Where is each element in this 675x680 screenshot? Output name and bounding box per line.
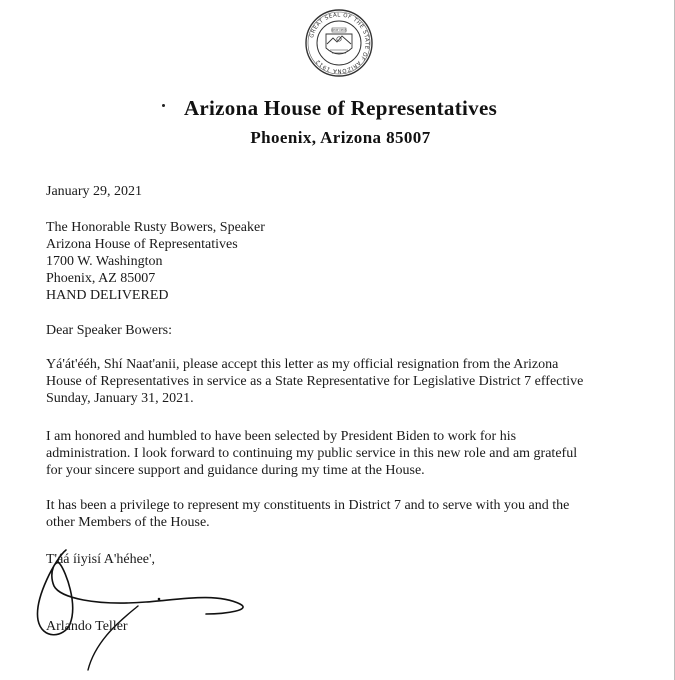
letterhead-subtitle: Phoenix, Arizona 85007 (250, 128, 431, 147)
paragraph-line: other Members of the House. (46, 515, 210, 530)
paragraph-line: I am honored and humbled to have been selected by President Biden to work for his (46, 429, 517, 444)
salutation: Dear Speaker Bowers: (46, 323, 172, 338)
paragraph-appointment (46, 428, 646, 479)
recipient-address (46, 219, 646, 304)
recipient-line: 1700 W. Washington (46, 254, 163, 269)
paragraph-resignation (46, 356, 646, 407)
letter-date: January 29, 2021 (46, 184, 143, 199)
svg-text:GREAT SEAL OF THE STATE OF ARI (309, 12, 370, 73)
paragraph-line: House of Representatives in service as a State Representative for Legislative District 7 effective (46, 374, 584, 389)
paragraph-line: administration. I look forward to continuing my public service in this new role and am grateful (46, 446, 578, 461)
paragraph-privilege (46, 497, 646, 531)
recipient-line: The Honorable Rusty Bowers, Speaker (46, 220, 265, 235)
paragraph-line: Sunday, January 31, 2021. (46, 391, 194, 406)
letterhead-title: Arizona House of Representatives (183, 96, 498, 120)
seal-motto: DITAT DEUS (331, 29, 347, 33)
paragraph-line: for your sincere support and guidance during my time at the House. (46, 463, 425, 478)
paragraph-line: It has been a privilege to represent my constituents in District 7 and to serve with you and the (46, 498, 570, 513)
recipient-line: HAND DELIVERED (46, 288, 169, 303)
closing: T'áá íiyisí A'héhee', (46, 552, 156, 567)
recipient-line: Phoenix, AZ 85007 (46, 271, 156, 286)
paragraph-line: Yá'át'ééh, Shí Naat'anii, please accept this letter as my official resignation from the Arizona (46, 357, 559, 372)
recipient-line: Arizona House of Representatives (46, 237, 238, 252)
signer-name: Arlando Teller (46, 619, 128, 634)
seal-ring-text: GREAT SEAL OF THE STATE OF ARIZONA 1912 (308, 12, 370, 74)
state-seal-icon (304, 8, 374, 78)
